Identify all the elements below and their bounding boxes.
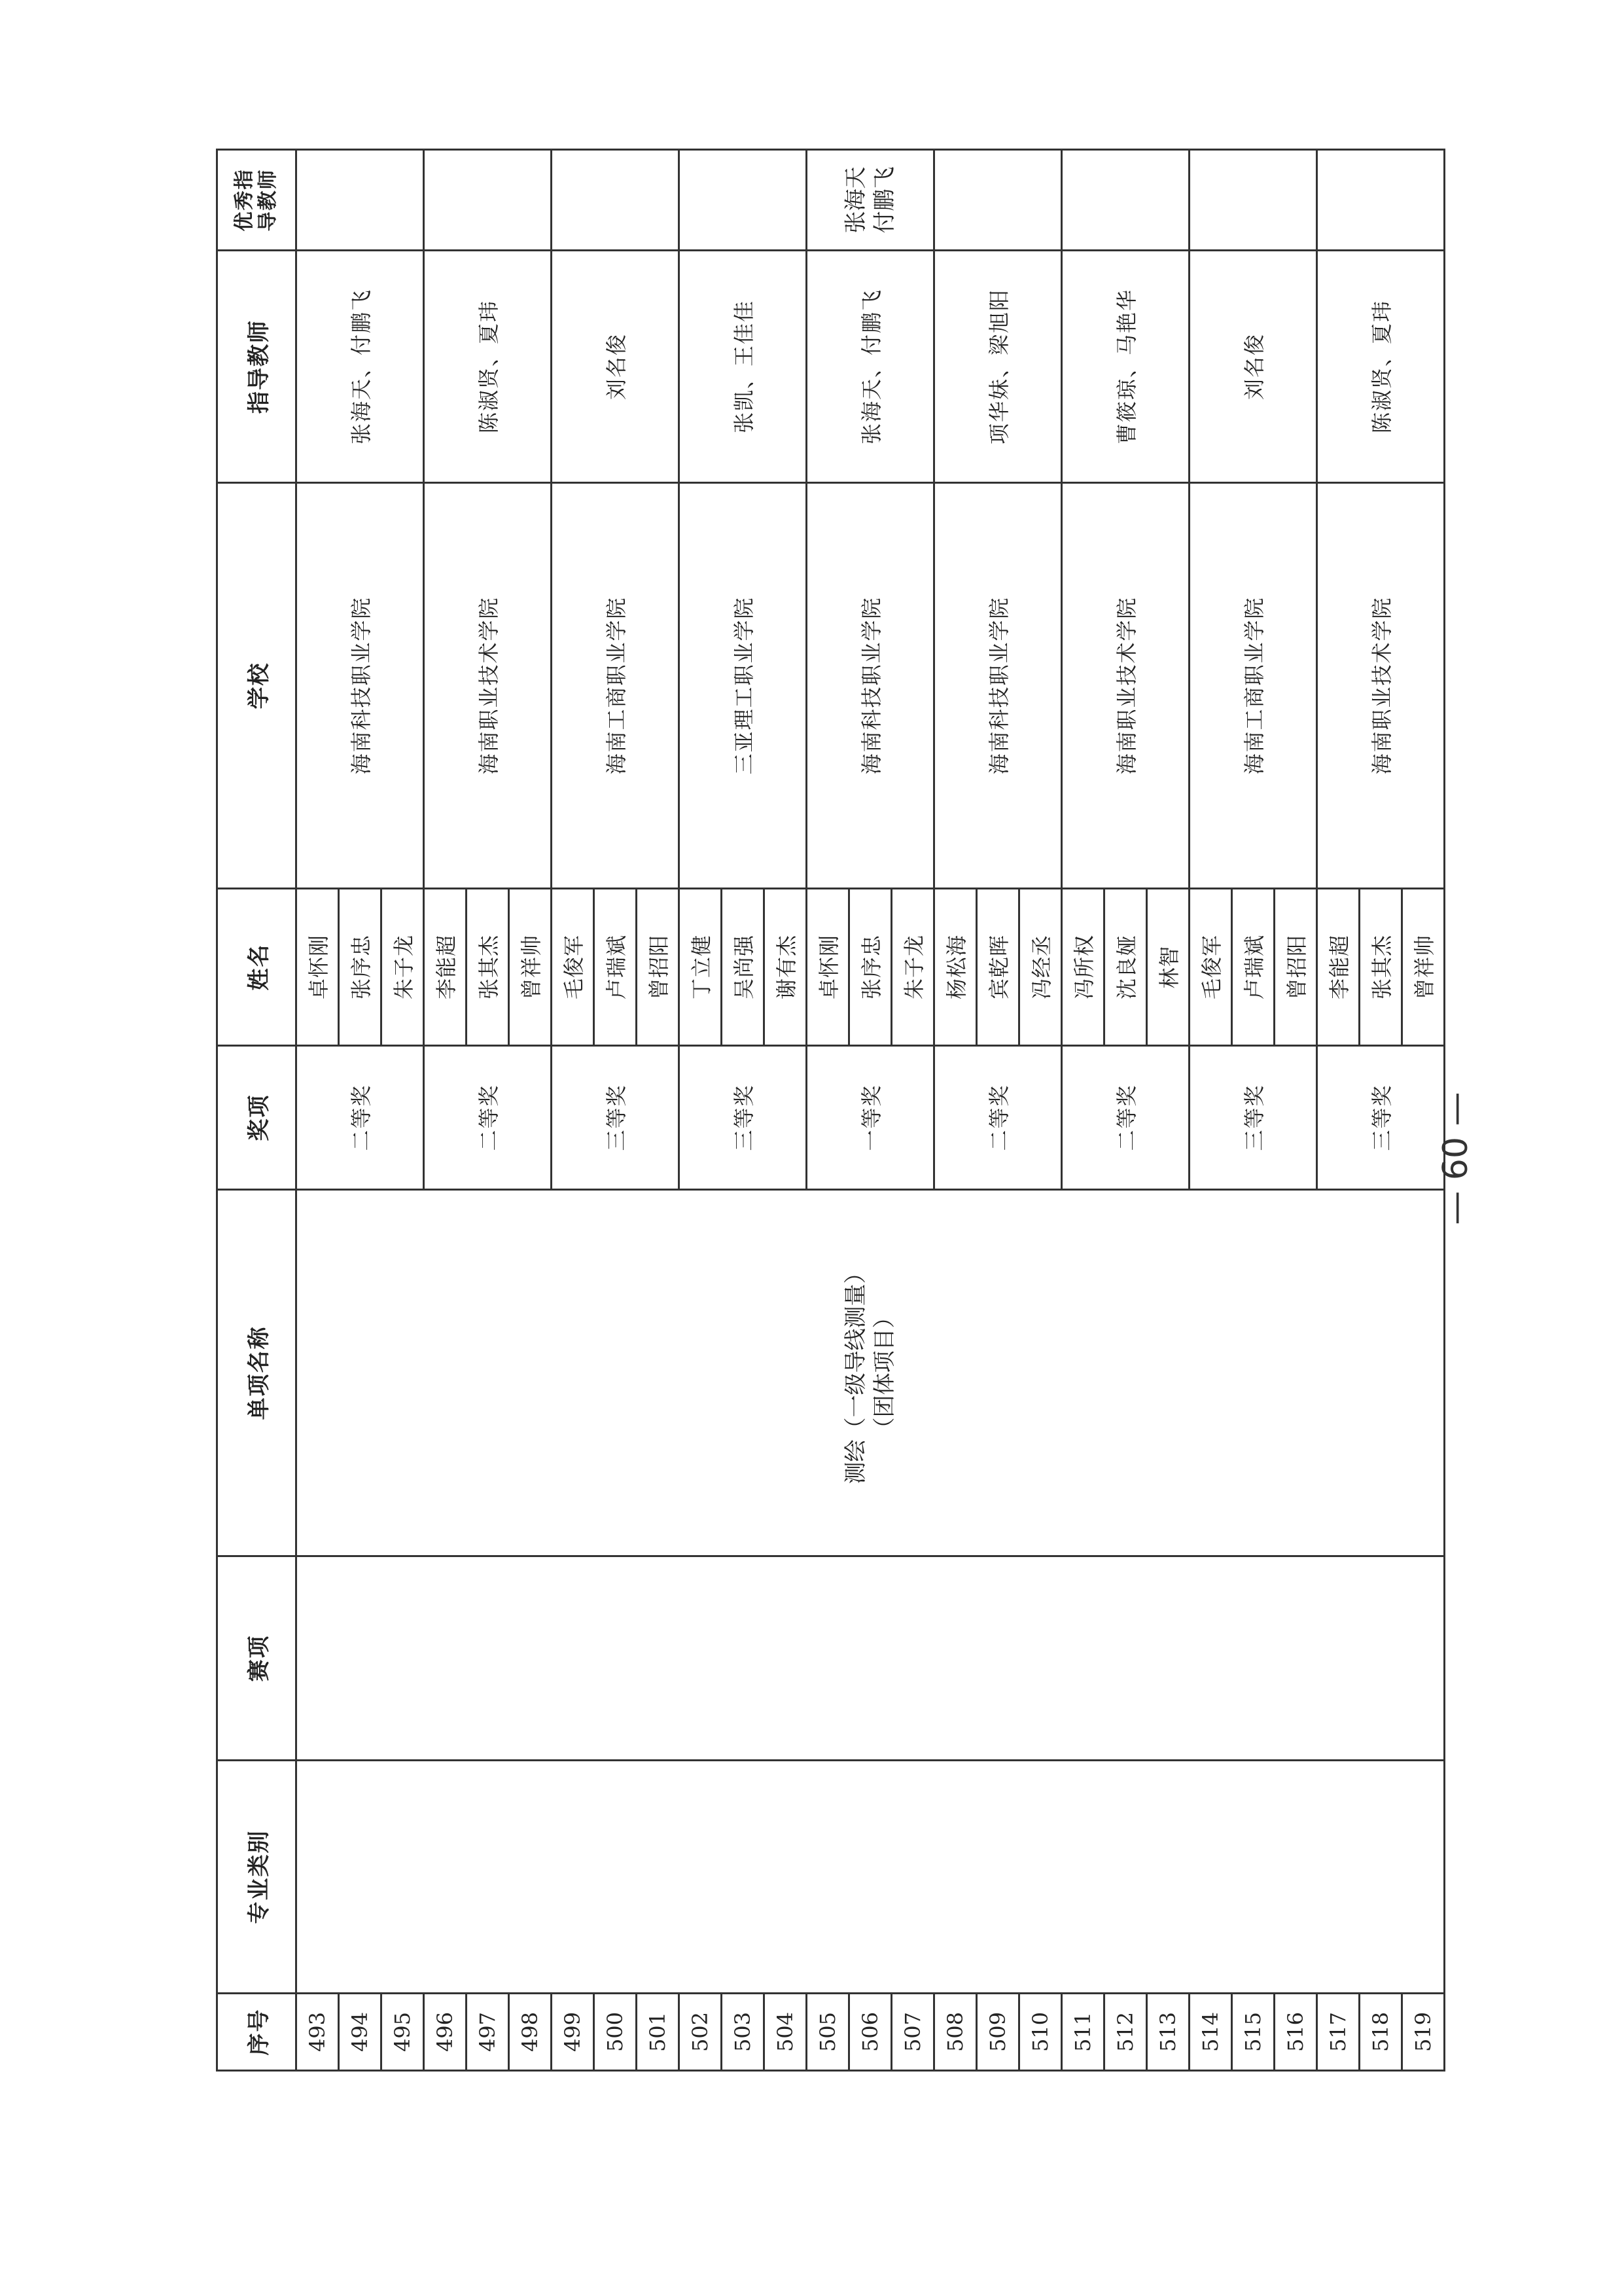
name-cell: 毛俊军 bbox=[552, 889, 594, 1046]
award-cell: 三等奖 bbox=[1317, 1046, 1445, 1190]
name-cell: 张序忠 bbox=[849, 889, 892, 1046]
award-cell: 二等奖 bbox=[1062, 1046, 1190, 1190]
rotated-table-sheet bbox=[216, 151, 1437, 2072]
page-number bbox=[1436, 1080, 1515, 1276]
school-cell: 三亚理工职业学院 bbox=[679, 483, 807, 889]
name-cell: 卢瑞斌 bbox=[1232, 889, 1275, 1046]
name-cell: 张其杰 bbox=[467, 889, 509, 1046]
seq-cell: 497 bbox=[467, 1994, 509, 2071]
instructor-cell: 刘名俊 bbox=[1190, 251, 1317, 483]
seq-cell: 509 bbox=[977, 1994, 1019, 2071]
name-cell: 卓怀刚 bbox=[296, 889, 339, 1046]
excellent-instructor-cell bbox=[1317, 150, 1445, 251]
instructor-cell: 张海天、付鹏飞 bbox=[807, 251, 934, 483]
header-category: 专业类别 bbox=[217, 1761, 296, 1994]
seq-cell: 515 bbox=[1232, 1994, 1275, 2071]
name-cell: 毛俊军 bbox=[1190, 889, 1232, 1046]
instructor-cell: 张海天、付鹏飞 bbox=[296, 251, 424, 483]
header-name: 姓名 bbox=[217, 889, 296, 1046]
seq-cell: 503 bbox=[722, 1994, 764, 2071]
name-cell: 李能超 bbox=[424, 889, 467, 1046]
seq-cell: 511 bbox=[1062, 1994, 1104, 2071]
name-cell: 卓怀刚 bbox=[807, 889, 849, 1046]
seq-cell: 508 bbox=[934, 1994, 977, 2071]
seq-cell: 517 bbox=[1317, 1994, 1360, 2071]
school-cell: 海南工商职业学院 bbox=[552, 483, 679, 889]
page-number-text: — 60 — bbox=[1436, 1092, 1475, 1225]
event-name-line: 测绘（一级导线测量） bbox=[842, 1261, 869, 1484]
excellent-instructor-name: 张海天 bbox=[842, 166, 869, 234]
instructor-cell: 曹筱琼、马艳华 bbox=[1062, 251, 1190, 483]
name-cell: 冯所权 bbox=[1062, 889, 1104, 1046]
excellent-instructor-cell bbox=[424, 150, 552, 251]
name-cell: 曾祥帅 bbox=[509, 889, 552, 1046]
seq-cell: 496 bbox=[424, 1994, 467, 2071]
award-cell: 三等奖 bbox=[1190, 1046, 1317, 1190]
name-cell: 李能超 bbox=[1317, 889, 1360, 1046]
excellent-instructor-cell bbox=[679, 150, 807, 251]
seq-cell: 506 bbox=[849, 1994, 892, 2071]
award-table bbox=[216, 149, 1445, 2072]
header-seq: 序号 bbox=[217, 1994, 296, 2071]
school-cell: 海南工商职业学院 bbox=[1190, 483, 1317, 889]
excellent-instructor-cell bbox=[1062, 150, 1190, 251]
name-cell: 张其杰 bbox=[1360, 889, 1402, 1046]
header-excellent-instructor: 优秀指导教师 bbox=[217, 150, 296, 251]
name-cell: 曾招阳 bbox=[1275, 889, 1317, 1046]
name-cell: 张序忠 bbox=[339, 889, 381, 1046]
school-cell: 海南职业技术学院 bbox=[1317, 483, 1445, 889]
table-header-row bbox=[217, 150, 296, 2071]
name-cell: 朱子龙 bbox=[381, 889, 424, 1046]
award-cell: 二等奖 bbox=[424, 1046, 552, 1190]
header-instructor: 指导教师 bbox=[217, 251, 296, 483]
seq-cell: 513 bbox=[1147, 1994, 1190, 2071]
excellent-instructor-cell bbox=[934, 150, 1062, 251]
event-name-cell bbox=[296, 1190, 1445, 1556]
name-cell: 林智 bbox=[1147, 889, 1190, 1046]
school-cell: 海南科技职业学院 bbox=[807, 483, 934, 889]
award-cell: 一等奖 bbox=[807, 1046, 934, 1190]
seq-cell: 505 bbox=[807, 1994, 849, 2071]
name-cell: 吴尚强 bbox=[722, 889, 764, 1046]
seq-cell: 500 bbox=[594, 1994, 637, 2071]
competition-cell bbox=[296, 1556, 1445, 1761]
name-cell: 杨松海 bbox=[934, 889, 977, 1046]
name-cell: 宾乾晖 bbox=[977, 889, 1019, 1046]
name-cell: 朱子龙 bbox=[892, 889, 934, 1046]
seq-cell: 519 bbox=[1402, 1994, 1445, 2071]
seq-cell: 502 bbox=[679, 1994, 722, 2071]
award-cell: 二等奖 bbox=[934, 1046, 1062, 1190]
instructor-cell: 项华妹、梁旭阳 bbox=[934, 251, 1062, 483]
seq-cell: 494 bbox=[339, 1994, 381, 2071]
award-cell: 三等奖 bbox=[552, 1046, 679, 1190]
seq-cell: 501 bbox=[637, 1994, 679, 2071]
instructor-cell: 陈淑贤、夏玮 bbox=[1317, 251, 1445, 483]
seq-cell: 498 bbox=[509, 1994, 552, 2071]
seq-cell: 518 bbox=[1360, 1994, 1402, 2071]
name-cell: 冯经丞 bbox=[1019, 889, 1062, 1046]
seq-cell: 514 bbox=[1190, 1994, 1232, 2071]
header-school: 学校 bbox=[217, 483, 296, 889]
excellent-instructor-name: 付鹏飞 bbox=[872, 166, 898, 234]
award-cell: 二等奖 bbox=[296, 1046, 424, 1190]
excellent-instructor-cell bbox=[1190, 150, 1317, 251]
seq-cell: 495 bbox=[381, 1994, 424, 2071]
seq-cell: 499 bbox=[552, 1994, 594, 2071]
name-cell: 丁立健 bbox=[679, 889, 722, 1046]
name-cell: 卢瑞斌 bbox=[594, 889, 637, 1046]
name-cell: 沈良娅 bbox=[1104, 889, 1147, 1046]
seq-cell: 507 bbox=[892, 1994, 934, 2071]
excellent-instructor-cell bbox=[807, 150, 934, 251]
header-award: 奖项 bbox=[217, 1046, 296, 1190]
seq-cell: 493 bbox=[296, 1994, 339, 2071]
school-cell: 海南职业技术学院 bbox=[424, 483, 552, 889]
name-cell: 谢有杰 bbox=[764, 889, 807, 1046]
event-name-line: （团体项目） bbox=[872, 1306, 898, 1440]
table-body bbox=[296, 150, 1445, 2071]
seq-cell: 512 bbox=[1104, 1994, 1147, 2071]
seq-cell: 516 bbox=[1275, 1994, 1317, 2071]
seq-cell: 510 bbox=[1019, 1994, 1062, 2071]
header-event-name: 单项名称 bbox=[217, 1190, 296, 1556]
school-cell: 海南科技职业学院 bbox=[296, 483, 424, 889]
excellent-instructor-cell bbox=[296, 150, 424, 251]
school-cell: 海南科技职业学院 bbox=[934, 483, 1062, 889]
seq-cell: 504 bbox=[764, 1994, 807, 2071]
header-competition: 赛项 bbox=[217, 1556, 296, 1761]
instructor-cell: 张凯、王佳佳 bbox=[679, 251, 807, 483]
name-cell: 曾祥帅 bbox=[1402, 889, 1445, 1046]
name-cell: 曾招阳 bbox=[637, 889, 679, 1046]
instructor-cell: 刘名俊 bbox=[552, 251, 679, 483]
category-cell bbox=[296, 1761, 1445, 1994]
award-cell: 三等奖 bbox=[679, 1046, 807, 1190]
school-cell: 海南职业技术学院 bbox=[1062, 483, 1190, 889]
table-row bbox=[296, 150, 339, 2071]
excellent-instructor-cell bbox=[552, 150, 679, 251]
instructor-cell: 陈淑贤、夏玮 bbox=[424, 251, 552, 483]
